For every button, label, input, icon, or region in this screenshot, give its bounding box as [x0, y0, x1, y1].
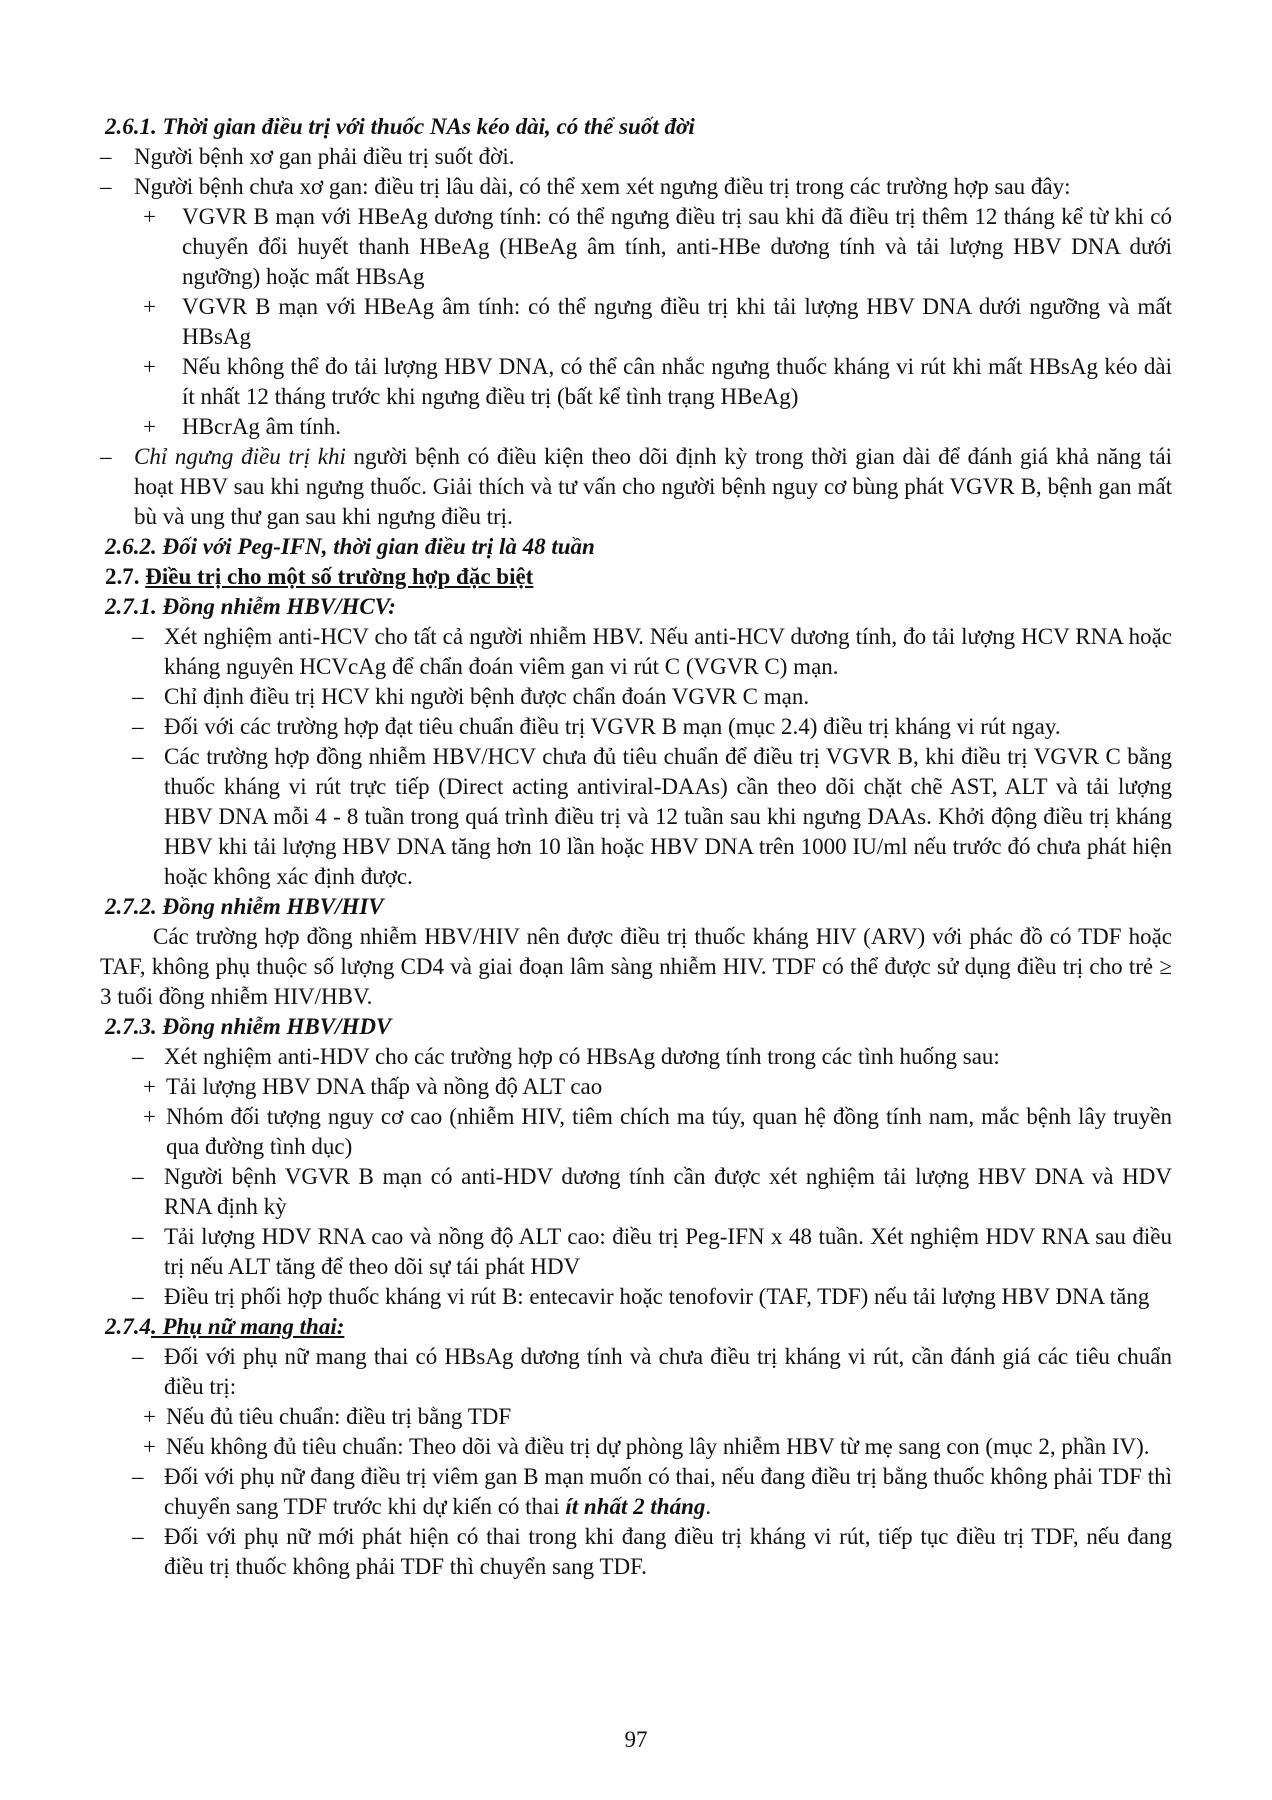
bullet-newly-pregnant: – Đối với phụ nữ mới phát hiện có thai trong khi đang điều trị kháng vi rút, tiếp tục điều trị TDF, nếu đang điều trị thuốc không phải TDF thì chuyển sang TDF.	[132, 1524, 1172, 1579]
plus-eligible-tdf: + Nếu đủ tiêu chuẩn: điều trị bằng TDF	[100, 1402, 1172, 1432]
bullet-pregnant-evaluate: – Đối với phụ nữ mang thai có HBsAg dương tính và chưa điều trị kháng vi rút, cần đánh giá các tiêu chuẩn điều trị:	[132, 1344, 1172, 1399]
plus-marker: +	[143, 414, 156, 439]
bullet-anti-hcv-test: – Xét nghiệm anti-HCV cho tất cả người nhiễm HBV. Nếu anti-HCV dương tính, đo tải lượng HCV RNA hoặc kháng nguyên HCVcAg để chẩn đoán viêm gan vi rút C (VGVR C) mạn.	[132, 624, 1172, 679]
plus-marker: +	[143, 1434, 156, 1459]
plus-hbcrag: + HBcrAg âm tính.	[100, 412, 1172, 442]
dash-marker: –	[132, 1044, 144, 1069]
dash-marker: –	[132, 624, 144, 649]
dash-marker: –	[132, 684, 144, 709]
plus-hbeag-negative: + VGVR B mạn với HBeAg âm tính: có thể ngưng điều trị khi tải lượng HBV DNA dưới ngưỡng và mất HBsAg	[143, 294, 1172, 349]
plus-marker: +	[143, 354, 156, 379]
paragraph-hbv-hiv: Các trường hợp đồng nhiễm HBV/HIV nên được điều trị thuốc kháng HIV (ARV) với phác đồ có TDF hoặc TAF, không phụ thuộc số lượng CD4 và giai đoạn lâm sàng nhiễm HIV. TDF có thể được sử dụng điều trị cho trẻ ≥ 3 tuổi đồng nhiễm HIV/HBV.	[100, 924, 1172, 1009]
page-number: 97	[624, 1727, 648, 1752]
plus-no-dna-measure: + Nếu không thể đo tải lượng HBV DNA, có thể cân nhắc ngưng thuốc kháng vi rút khi mất HBsAg kéo dài ít nhất 12 tháng trước khi ngưng điều trị (bất kể tình trạng HBeAg)	[143, 354, 1172, 409]
heading-2-6-1: 2.6.1. Thời gian điều trị với thuốc NAs kéo dài, có thể suốt đời	[105, 114, 695, 139]
heading-2-7: 2.7. Điều trị cho một số trường hợp đặc biệt	[105, 564, 534, 589]
page-content	[100, 112, 1172, 1582]
bullet-planning-pregnancy: – Đối với phụ nữ đang điều trị viêm gan B mạn muốn có thai, nếu đang điều trị bằng thuốc không phải TDF thì chuyển sang TDF trước khi dự kiến có thai ít nhất 2 tháng.	[132, 1464, 1172, 1519]
dash-marker: –	[132, 714, 144, 739]
bullet-vgvr-b-criteria: – Đối với các trường hợp đạt tiêu chuẩn điều trị VGVR B mạn (mục 2.4) điều trị kháng vi rút ngay.	[100, 712, 1172, 742]
dash-marker: –	[132, 1284, 144, 1309]
dash-marker: –	[100, 144, 112, 169]
dash-marker: –	[132, 1224, 144, 1249]
plus-marker: +	[143, 1104, 156, 1129]
bullet-cirrhosis: – Người bệnh xơ gan phải điều trị suốt đời.	[100, 142, 1172, 172]
bullet-non-cirrhosis: – Người bệnh chưa xơ gan: điều trị lâu dài, có thể xem xét ngưng điều trị trong các trường hợp sau đây:	[100, 172, 1172, 202]
plus-not-eligible: + Nếu không đủ tiêu chuẩn: Theo dõi và điều trị dự phòng lây nhiễm HBV từ mẹ sang con (mục 2, phần IV).	[100, 1432, 1172, 1462]
heading-2-7-3: 2.7.3. Đồng nhiễm HBV/HDV	[105, 1014, 392, 1039]
dash-marker: –	[132, 1524, 144, 1549]
heading-2-7-1: 2.7.1. Đồng nhiễm HBV/HCV:	[105, 594, 396, 619]
plus-hbeag-positive: + VGVR B mạn với HBeAg dương tính: có thể ngưng điều trị sau khi đã điều trị thêm 12 tháng kể từ khi có chuyển đổi huyết thanh HBeAg (HBeAg âm tính, anti-HBe dương tính và tải lượng HBV DNA dưới ngưỡng) hoặc mất HBsAg	[143, 204, 1172, 289]
plus-marker: +	[143, 204, 156, 229]
bullet-combination: – Điều trị phối hợp thuốc kháng vi rút B: entecavir hoặc tenofovir (TAF, TDF) nếu tải lượng HBV DNA tăng	[100, 1282, 1172, 1312]
bullet-hcv-indication: – Chỉ định điều trị HCV khi người bệnh được chẩn đoán VGVR C mạn.	[100, 682, 1172, 712]
dash-marker: –	[132, 1344, 144, 1369]
plus-marker: +	[143, 294, 156, 319]
plus-low-dna: + Tải lượng HBV DNA thấp và nồng độ ALT cao	[100, 1072, 1172, 1102]
bullet-stop-treatment: – Chỉ ngưng điều trị khi người bệnh có điều kiện theo dõi định kỳ trong thời gian dài để đánh giá khả năng tái hoạt HBV sau khi ngưng thuốc. Giải thích và tư vấn cho người bệnh nguy cơ bùng phát VGVR B, bệnh gan mất bù và ung thư gan sau khi ngưng điều trị.	[100, 444, 1172, 529]
dash-marker: –	[132, 1464, 144, 1489]
plus-marker: +	[143, 1074, 156, 1099]
heading-2-7-4: 2.7.4. Phụ nữ mang thai:	[105, 1314, 345, 1339]
dash-marker: –	[100, 444, 112, 469]
dash-marker: –	[132, 1164, 144, 1189]
bullet-anti-hdv-test: – Xét nghiệm anti-HDV cho các trường hợp có HBsAg dương tính trong các tình huống sau:	[100, 1042, 1172, 1072]
plus-high-risk: + Nhóm đối tượng nguy cơ cao (nhiễm HIV, tiêm chích ma túy, quan hệ đồng tính nam, mắc bệnh lây truyền qua đường tình dục)	[143, 1104, 1172, 1159]
heading-2-6-2: 2.6.2. Đối với Peg-IFN, thời gian điều trị là 48 tuần	[105, 534, 595, 559]
bullet-hdv-periodic: – Người bệnh VGVR B mạn có anti-HDV dương tính cần được xét nghiệm tải lượng HBV DNA và HDV RNA định kỳ	[132, 1164, 1172, 1219]
plus-marker: +	[143, 1404, 156, 1429]
dash-marker: –	[100, 174, 112, 199]
dash-marker: –	[132, 744, 144, 769]
bullet-peg-ifn: – Tải lượng HDV RNA cao và nồng độ ALT cao: điều trị Peg-IFN x 48 tuần. Xét nghiệm HDV RNA sau điều trị nếu ALT tăng để theo dõi sự tái phát HDV	[132, 1224, 1172, 1279]
bullet-daas-monitoring: – Các trường hợp đồng nhiễm HBV/HCV chưa đủ tiêu chuẩn để điều trị VGVR B, khi điều trị VGVR C bằng thuốc kháng vi rút trực tiếp (Direct acting antiviral-DAAs) cần theo dõi chặt chẽ AST, ALT và tải lượng HBV DNA mỗi 4 - 8 tuần trong quá trình điều trị và 12 tuần sau khi ngưng DAAs. Khởi động điều trị kháng HBV khi tải lượng HBV DNA tăng hơn 10 lần hoặc HBV DNA trên 1000 IU/ml nếu trước đó chưa phát hiện hoặc không xác định được.	[132, 744, 1172, 889]
heading-2-7-2: 2.7.2. Đồng nhiễm HBV/HIV	[105, 894, 384, 919]
